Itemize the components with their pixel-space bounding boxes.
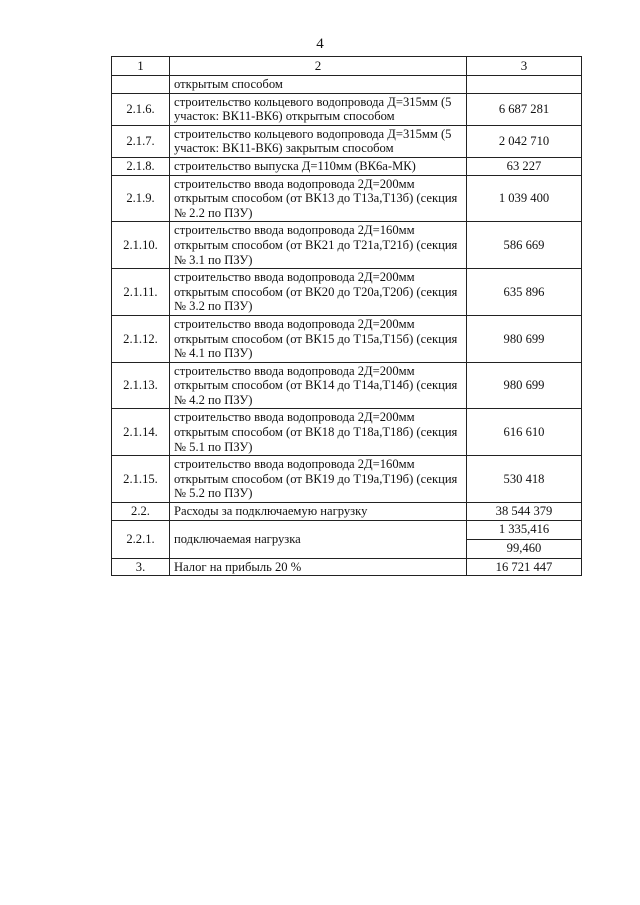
row-value: 38 544 379 — [467, 503, 582, 521]
row-number: 2.1.8. — [112, 157, 170, 175]
row-description: строительство кольцевого водопровода Д=315мм (5 участок: ВК11-ВК6) закрытым способом — [170, 125, 467, 157]
table-row — [112, 520, 582, 539]
row-number: 2.1.12. — [112, 315, 170, 362]
row-number — [112, 76, 170, 94]
row-value: 1 335,416 — [467, 520, 582, 539]
cost-table — [111, 56, 582, 576]
table-row — [112, 503, 582, 521]
row-value: 6 687 281 — [467, 93, 582, 125]
table-row — [112, 76, 582, 94]
header-col-2: 2 — [170, 57, 467, 76]
row-number: 3. — [112, 558, 170, 576]
row-value: 1 039 400 — [467, 175, 582, 222]
row-number: 2.1.9. — [112, 175, 170, 222]
row-value: 616 610 — [467, 409, 582, 456]
header-row — [112, 57, 582, 76]
table-row — [112, 157, 582, 175]
table-row — [112, 175, 582, 222]
row-value — [467, 76, 582, 94]
row-number: 2.2. — [112, 503, 170, 521]
row-description: Налог на прибыль 20 % — [170, 558, 467, 576]
page-number: 4 — [316, 36, 324, 52]
row-number: 2.1.14. — [112, 409, 170, 456]
row-value: 2 042 710 — [467, 125, 582, 157]
row-value: 16 721 447 — [467, 558, 582, 576]
row-number: 2.2.1. — [112, 520, 170, 558]
row-value: 635 896 — [467, 269, 582, 316]
table-row — [112, 269, 582, 316]
row-value: 63 227 — [467, 157, 582, 175]
row-value: 980 699 — [467, 315, 582, 362]
row-description: строительство ввода водопровода 2Д=200мм открытым способом (от ВК18 до Т18а,Т18б) (секция № 5.1 по ПЗУ) — [170, 409, 467, 456]
row-description: подключаемая нагрузка — [170, 520, 467, 558]
row-number: 2.1.6. — [112, 93, 170, 125]
row-description: строительство кольцевого водопровода Д=315мм (5 участок: ВК11-ВК6) открытым способом — [170, 93, 467, 125]
row-value: 980 699 — [467, 362, 582, 409]
row-value: 99,460 — [467, 539, 582, 558]
row-description: строительство ввода водопровода 2Д=200мм открытым способом (от ВК13 до Т13а,Т13б) (секция № 2.2 по ПЗУ) — [170, 175, 467, 222]
row-description: строительство выпуска Д=110мм (ВК6а-МК) — [170, 157, 467, 175]
row-number: 2.1.15. — [112, 456, 170, 503]
table-row — [112, 315, 582, 362]
row-description: строительство ввода водопровода 2Д=160мм открытым способом (от ВК21 до Т21а,Т21б) (секция № 3.1 по ПЗУ) — [170, 222, 467, 269]
row-number: 2.1.7. — [112, 125, 170, 157]
row-description: Расходы за подключаемую нагрузку — [170, 503, 467, 521]
row-description: строительство ввода водопровода 2Д=200мм открытым способом (от ВК15 до Т15а,Т15б) (секция № 4.1 по ПЗУ) — [170, 315, 467, 362]
table-row — [112, 362, 582, 409]
row-description: строительство ввода водопровода 2Д=200мм открытым способом (от ВК14 до Т14а,Т14б) (секция № 4.2 по ПЗУ) — [170, 362, 467, 409]
row-value: 586 669 — [467, 222, 582, 269]
table-row — [112, 125, 582, 157]
row-description: строительство ввода водопровода 2Д=200мм открытым способом (от ВК20 до Т20а,Т20б) (секция № 3.2 по ПЗУ) — [170, 269, 467, 316]
table-row — [112, 456, 582, 503]
header-col-3: 3 — [467, 57, 582, 76]
row-value: 530 418 — [467, 456, 582, 503]
row-number: 2.1.13. — [112, 362, 170, 409]
header-col-1: 1 — [112, 57, 170, 76]
row-description: строительство ввода водопровода 2Д=160мм открытым способом (от ВК19 до Т19а,Т19б) (секция № 5.2 по ПЗУ) — [170, 456, 467, 503]
table-row — [112, 558, 582, 576]
table-row — [112, 222, 582, 269]
row-description: открытым способом — [170, 76, 467, 94]
table-row — [112, 409, 582, 456]
row-number: 2.1.11. — [112, 269, 170, 316]
table-row — [112, 93, 582, 125]
row-number: 2.1.10. — [112, 222, 170, 269]
